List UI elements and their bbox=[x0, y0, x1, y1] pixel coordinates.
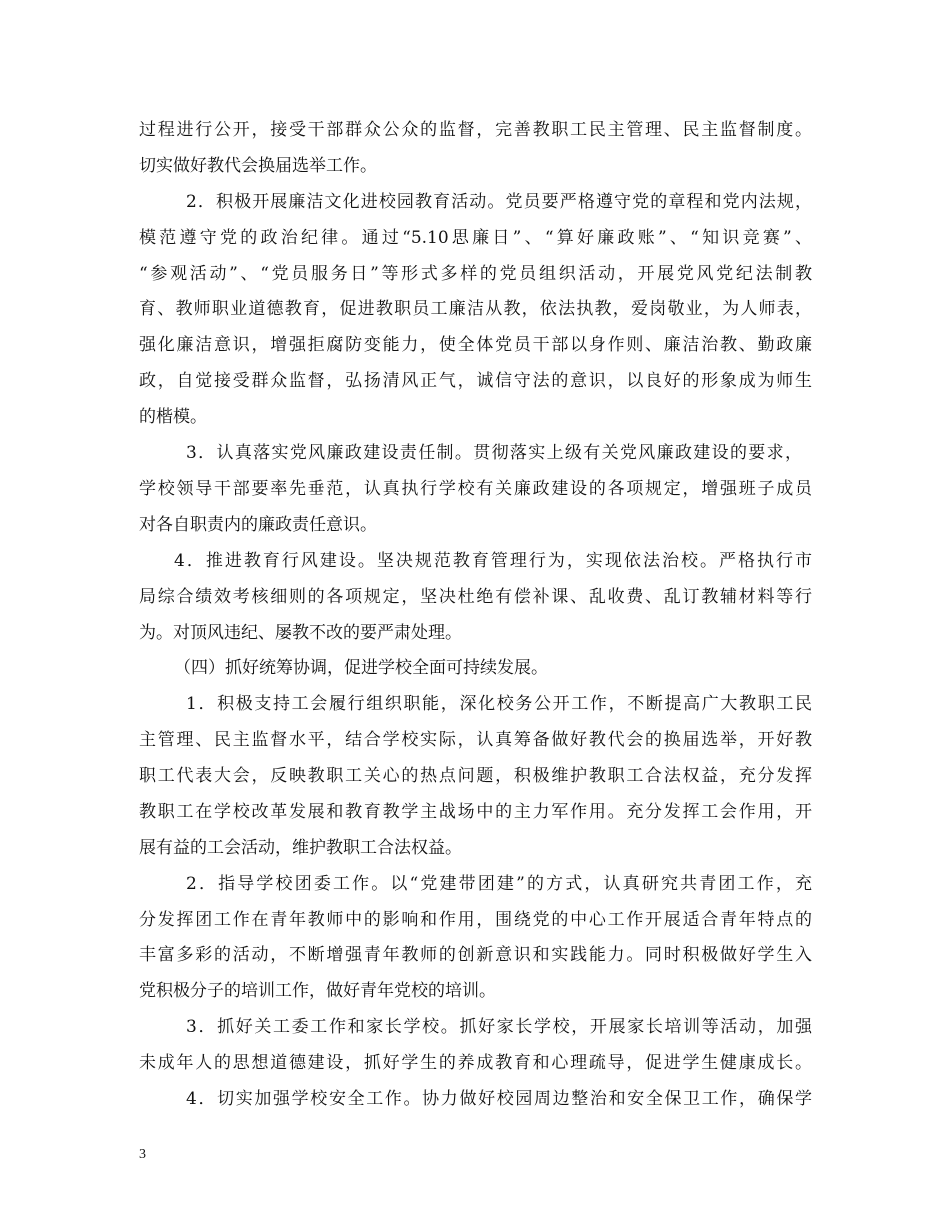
text-line: 党积极分子的培训工作，做好青年党校的培训。 bbox=[139, 981, 496, 1001]
text-line: 丰富多彩的活动，不断增强青年教师的创新意识和实践能力。同时积极做好学生入 bbox=[139, 945, 812, 965]
section-heading: （四）抓好统筹协调，促进学校全面可持续发展。 bbox=[174, 658, 548, 678]
text-line: 3．认真落实党风廉政建设责任制。贯彻落实上级有关党风廉政建设的要求， bbox=[186, 443, 802, 463]
text-line: 的楷模。 bbox=[139, 407, 207, 427]
text-line: 政，自觉接受群众监督，弘扬清风正气，诚信守法的意识，以良好的形象成为师生 bbox=[139, 371, 812, 391]
text-line: 模范遵守党的政治纪律。通过“5.10思廉日”、“算好廉政账”、“知识竞赛”、 bbox=[139, 228, 812, 248]
text-line: “参观活动”、“党员服务日”等形式多样的党员组织活动，开展党风党纪法制教 bbox=[139, 264, 812, 284]
text-line: 过程进行公开，接受干部群众公众的监督，完善教职工民主管理、民主监督制度。 bbox=[139, 120, 812, 140]
text-line: 局综合绩效考核细则的各项规定，坚决杜绝有偿补课、乱收费、乱订教辅材料等行 bbox=[139, 587, 812, 607]
text-line: 2．积极开展廉洁文化进校园教育活动。党员要严格遵守党的章程和党内法规， bbox=[186, 192, 812, 212]
text-line: 未成年人的思想道德建设，抓好学生的养成教育和心理疏导，促进学生健康成长。 bbox=[139, 1053, 812, 1073]
text-line: 强化廉洁意识，增强拒腐防变能力，使全体党员干部以身作则、廉洁治教、勤政廉 bbox=[139, 335, 812, 355]
text-line: 育、教师职业道德教育，促进教职员工廉洁从教，依法执教，爱岗敬业，为人师表， bbox=[139, 299, 812, 319]
text-line: 4．切实加强学校安全工作。协力做好校园周边整治和安全保卫工作，确保学 bbox=[186, 1089, 812, 1109]
text-line: 展有益的工会活动，维护教职工合法权益。 bbox=[139, 838, 462, 858]
text-line: 对各自职责内的廉政责任意识。 bbox=[139, 515, 377, 535]
text-line: 职工代表大会，反映教职工关心的热点问题，积极维护教职工合法权益，充分发挥 bbox=[139, 766, 812, 786]
text-line: 1．积极支持工会履行组织职能，深化校务公开工作，不断提高广大教职工民 bbox=[186, 694, 812, 714]
text-line: 学校领导干部要率先垂范，认真执行学校有关廉政建设的各项规定，增强班子成员 bbox=[139, 479, 812, 499]
text-line: 教职工在学校改革发展和教育教学主战场中的主力军作用。充分发挥工会作用，开 bbox=[139, 802, 812, 822]
text-line: 切实做好教代会换届选举工作。 bbox=[139, 156, 377, 176]
text-line: 3．抓好关工委工作和家长学校。抓好家长学校，开展家长培训等活动，加强 bbox=[186, 1017, 812, 1037]
text-line: 2．指导学校团委工作。以“党建带团建”的方式，认真研究共青团工作，充 bbox=[186, 874, 812, 894]
text-line: 主管理、民主监督水平，结合学校实际，认真筹备做好教代会的换届选举，开好教 bbox=[139, 730, 812, 750]
text-line: 分发挥团工作在青年教师中的影响和作用，围绕党的中心工作开展适合青年特点的 bbox=[139, 910, 812, 930]
text-line: 为。对顶风违纪、屡教不改的要严肃处理。 bbox=[139, 623, 462, 643]
page-number: 3 bbox=[139, 1147, 146, 1162]
text-line: 4．推进教育行风建设。坚决规范教育管理行为，实现依法治校。严格执行市 bbox=[174, 551, 812, 571]
